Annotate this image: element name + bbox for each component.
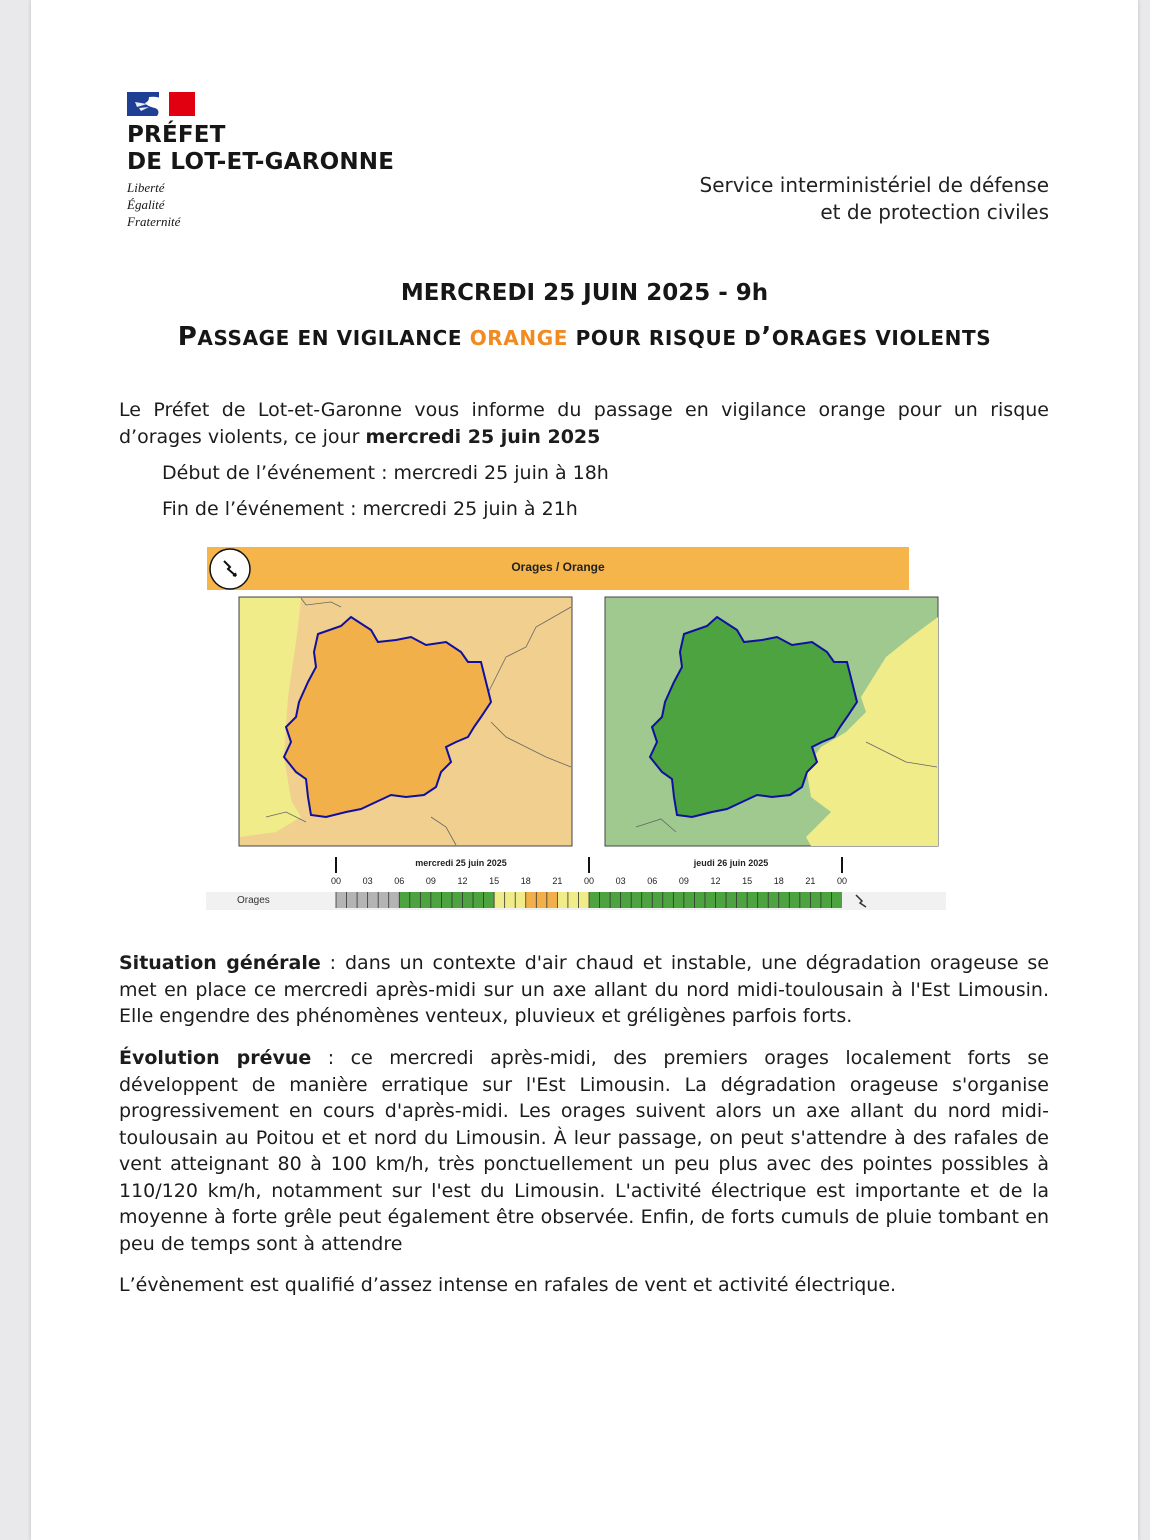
timeline-hour-label: 18 (773, 876, 784, 886)
main-title: PASSAGE EN VIGILANCE ORANGE POUR RISQUE D’ORAGES VIOLENTS (177, 322, 992, 352)
timeline-hour-label: 00 (330, 876, 342, 886)
storm-badge (210, 549, 250, 589)
timeline-segment-green (716, 892, 748, 908)
event-start: Début de l’événement : mercredi 25 juin à 18h (162, 462, 609, 484)
timeline-hour-label: 18 (520, 876, 531, 886)
timeline-hour-label: 12 (710, 876, 721, 886)
intro-paragraph: Le Préfet de Lot-et-Garonne vous informe du passage en vigilance orange pour un risque d’orages violents, ce jour mercredi 25 juin 2025 (119, 399, 1049, 448)
timeline-hour-label: 15 (742, 876, 753, 886)
timeline-segment-grey (336, 892, 368, 908)
timeline-hour-label: 06 (394, 876, 405, 886)
devise-fraternite: Fraternité (127, 214, 181, 229)
timeline-segment-yellow (494, 892, 526, 908)
timeline-segment-grey (368, 892, 400, 908)
timeline-hour-label: 03 (615, 876, 626, 886)
timeline-segment-green (463, 892, 495, 908)
timeline-segment-green (652, 892, 684, 908)
document-page (31, 0, 1138, 1540)
timeline-day2-label: jeudi 26 juin 2025 (693, 858, 769, 868)
timeline-hour-label: 15 (489, 876, 500, 886)
timeline-segment-green (431, 892, 463, 908)
prefecture-name (127, 122, 394, 176)
devise-egalite: Égalité (127, 197, 165, 212)
timeline-segment-green (747, 892, 779, 908)
timeline-segment-green (589, 892, 621, 908)
vigilance-figure (206, 547, 946, 912)
timeline-segment-yellow (557, 892, 589, 908)
conclusion-paragraph: L’évènement est qualifié d’assez intense en rafales de vent et activité électrique. (119, 1274, 897, 1296)
timeline-hour-label: 09 (425, 876, 436, 886)
service-name (700, 172, 1049, 226)
date-title: MERCREDI 25 JUIN 2025 - 9h (400, 280, 769, 306)
timeline-hour-label: 21 (552, 876, 563, 886)
vigilance-header-label: Orages / Orange (511, 560, 605, 574)
timeline-row-label: Orages (237, 895, 270, 906)
service-line-1: Service interministériel de défense (699, 173, 1049, 197)
timeline-hour-label: 09 (678, 876, 689, 886)
timeline-hour-label: 21 (805, 876, 816, 886)
timeline-hour-label: 06 (647, 876, 658, 886)
timeline-segment-green (810, 892, 842, 908)
situation-paragraph: Situation générale : dans un contexte d'air chaud et instable, une dégradation orageuse se met en place ce mercredi après-midi sur un axe allant du nord midi-toulousain à l'Est Limousin. Elle engendre des phénomènes venteux, pluvieux et gréligènes parfois forts. (119, 952, 1049, 1027)
prefecture-logo (127, 92, 394, 230)
timeline-hour-label: 03 (362, 876, 373, 886)
timeline-segment-green (399, 892, 431, 908)
timeline-segment-green (779, 892, 811, 908)
event-end: Fin de l’événement : mercredi 25 juin à 21h (162, 498, 578, 520)
devise (127, 179, 394, 230)
service-line-2: et de protection civiles (820, 200, 1049, 224)
timeline-day1-label: mercredi 25 juin 2025 (415, 858, 507, 868)
timeline-hour-label: 00 (836, 876, 848, 886)
timeline-hour-label: 12 (457, 876, 468, 886)
evolution-paragraph: Évolution prévue : ce mercredi après-midi, des premiers orages localement forts se développent de manière erratique sur l'Est Limousin. La dégradation orageuse s'organise progressivement en cours d'après-midi. Les orages suivent alors un axe allant du nord midi-toulousain au Poitou et et nord du Limousin. À leur passage, on peut s'attendre à des rafales de vent atteignant 80 à 100 km/h, très ponctuellement un peu plus avec des pointes possibles à 110/120 km/h, notamment sur l'est du Limousin. L'activité électrique est importante et de la moyenne à forte grêle peut également être observée. Enfin, de forts cumuls de pluie tombant en peu de temps sont à attendre (119, 1047, 1049, 1255)
orange-word: ORANGE (469, 326, 568, 350)
devise-liberte: Liberté (127, 180, 165, 195)
prefecture-line-1: PRÉFET (127, 122, 226, 148)
marianne-flag-icon (127, 92, 197, 118)
timeline-segment-green (684, 892, 716, 908)
map-day2 (605, 597, 938, 846)
timeline-segment-green (621, 892, 653, 908)
timeline-segment-orange (526, 892, 558, 908)
map-day1 (239, 597, 572, 846)
prefecture-line-2: DE LOT-ET-GARONNE (127, 149, 395, 175)
timeline-hour-label: 00 (583, 876, 595, 886)
